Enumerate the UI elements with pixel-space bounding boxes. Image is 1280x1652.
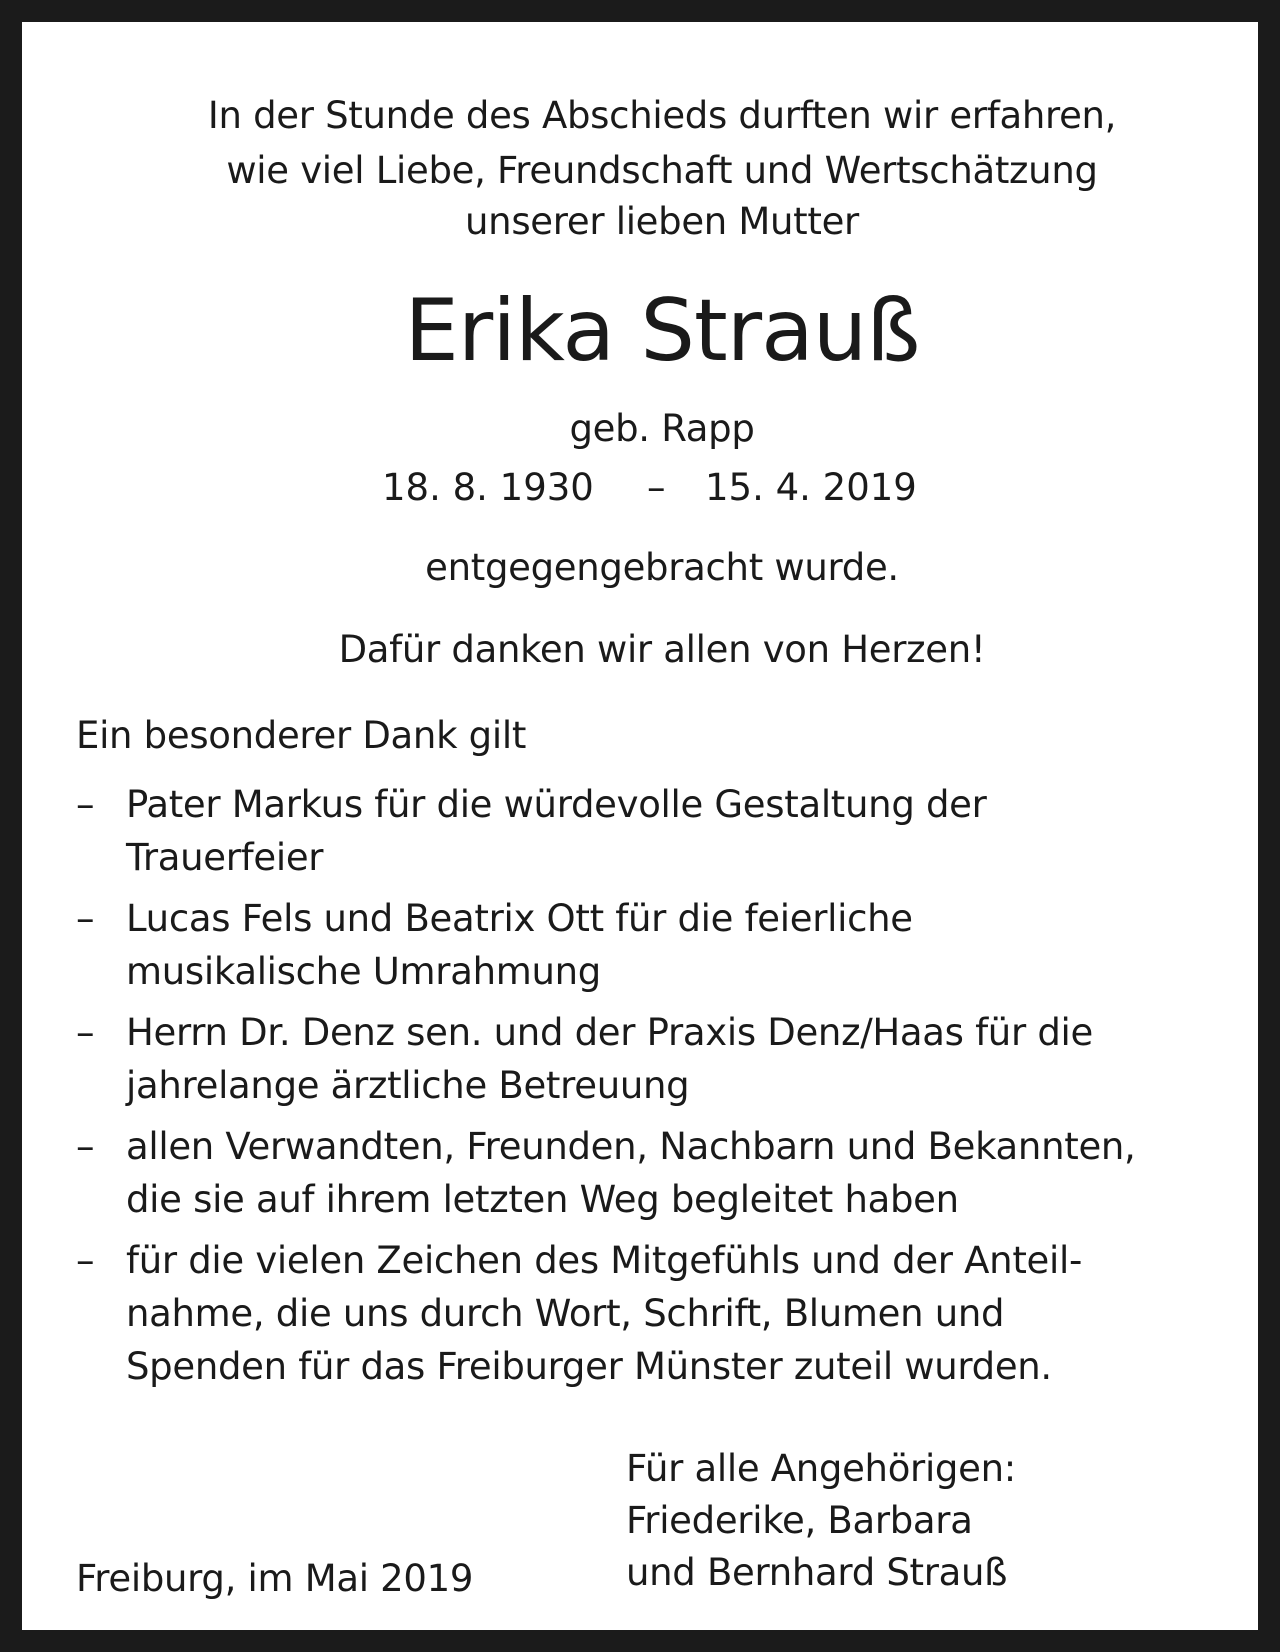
intro-line-1: In der Stunde des Abschieds durften wir erfahren,: [207, 94, 1117, 137]
thanks-heading: Ein besonderer Dank gilt: [76, 714, 527, 757]
bullet-dash: –: [76, 897, 95, 940]
bullet-dash: –: [76, 1239, 95, 1282]
closing-line-1: entgegengebracht wurde.: [425, 546, 899, 589]
bullet-dash: –: [76, 1011, 95, 1054]
closing-line-2: Dafür danken wir allen von Herzen!: [338, 628, 986, 671]
intro-line-3: unserer lieben Mutter: [465, 200, 859, 243]
maiden-name: geb. Rapp: [569, 407, 755, 450]
thanks-item-5-line-2: nahme, die uns durch Wort, Schrift, Blumen und: [126, 1292, 1005, 1335]
thanks-item-3-line-2: jahrelange ärztliche Betreuung: [126, 1064, 690, 1107]
signature-line-3: und Bernhard Strauß: [626, 1551, 1008, 1594]
thanks-item-3-line-1: Herrn Dr. Denz sen. und der Praxis Denz/Haas für die: [126, 1011, 1093, 1054]
bullet-dash: –: [76, 783, 95, 826]
signature-line-2: Friederike, Barbara: [626, 1499, 973, 1542]
date-separator: –: [647, 466, 666, 509]
thanks-item-5-line-3: Spenden für das Freiburger Münster zuteil wurden.: [126, 1345, 1052, 1388]
thanks-item-5-line-1: für die vielen Zeichen des Mitgefühls und der Anteil-: [126, 1239, 1083, 1282]
thanks-item-1-line-2: Trauerfeier: [126, 836, 324, 879]
birth-date: 18. 8. 1930: [382, 466, 594, 509]
death-date: 15. 4. 2019: [705, 466, 917, 509]
intro-line-2: wie viel Liebe, Freundschaft und Wertschätzung: [226, 149, 1098, 192]
thanks-item-4-line-2: die sie auf ihrem letzten Weg begleitet haben: [126, 1178, 959, 1221]
thanks-item-2-line-2: musikalische Umrahmung: [126, 950, 601, 993]
bullet-dash: –: [76, 1125, 95, 1168]
thanks-item-2-line-1: Lucas Fels und Beatrix Ott für die feierliche: [126, 897, 913, 940]
thanks-item-4-line-1: allen Verwandten, Freunden, Nachbarn und Bekannten,: [126, 1125, 1136, 1168]
thanks-item-1-line-1: Pater Markus für die würdevolle Gestaltung der: [126, 783, 987, 826]
place-date: Freiburg, im Mai 2019: [76, 1557, 474, 1600]
deceased-name: Erika Strauß: [404, 281, 920, 381]
signature-line-1: Für alle Angehörigen:: [626, 1447, 1016, 1490]
